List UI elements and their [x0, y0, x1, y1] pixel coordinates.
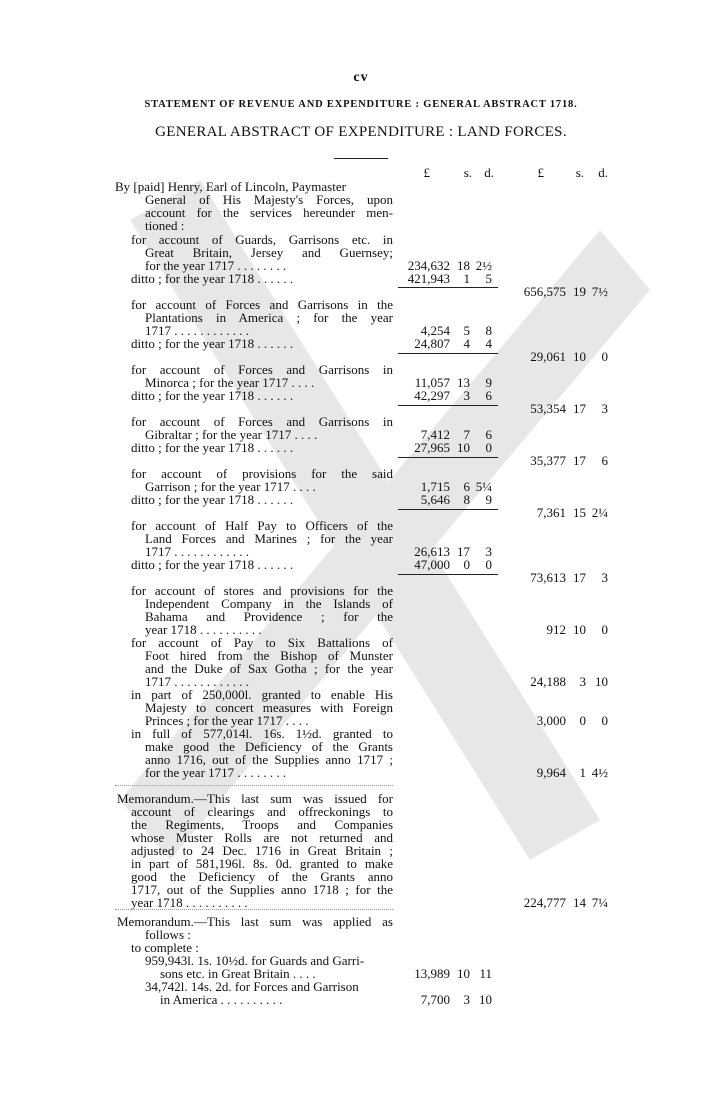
amount-shillings: 3 [463, 388, 470, 403]
total-pounds: 3,000 [536, 713, 566, 728]
amount-shillings: 17 [457, 544, 470, 559]
total-shillings: 17 [573, 570, 586, 585]
amount-shillings: 7 [463, 427, 470, 442]
total-pence: 0 [601, 713, 608, 728]
total-pounds: 224,777 [523, 895, 566, 910]
text-line: By [paid] Henry, Earl of Lincoln, Paymaster [115, 179, 346, 194]
amount-pounds: 26,613 [414, 544, 450, 559]
total-shillings: 17 [573, 453, 586, 468]
text-line: ditto ; for the year 1718 . . . . . . [131, 557, 294, 572]
amount-shillings: 13 [457, 375, 470, 390]
total-shillings: 0 [579, 713, 586, 728]
text-line: for account of stores and provisions for the [131, 583, 393, 598]
amount-shillings: 8 [463, 492, 470, 507]
text-line: Great Britain, Jersey and Guernsey; [145, 245, 393, 260]
text-line: Plantations in America ; for the year [145, 310, 393, 325]
text-line: year 1718 . . . . . . . . . . [131, 895, 248, 910]
text-line: 959,943l. 1s. 10½d. for Guards and Garri- [145, 953, 365, 968]
amount-shillings: 10 [457, 440, 470, 455]
total-shillings: 1 [579, 765, 586, 780]
amount-pence: 6 [485, 388, 492, 403]
amount-pence: 0 [485, 440, 492, 455]
section-divider [115, 909, 393, 910]
amount-pence: 4 [485, 336, 492, 351]
text-line: ditto ; for the year 1718 . . . . . . [131, 336, 294, 351]
total-pence: 7¼ [591, 895, 608, 910]
amount-shillings: 5 [463, 323, 470, 338]
text-line: account for the services hereunder men- [145, 205, 393, 220]
text-line: in part of 250,000l. granted to enable His [131, 687, 393, 702]
text-line: ditto ; for the year 1718 . . . . . . [131, 440, 294, 455]
amount-pence: 5 [485, 271, 492, 286]
total-pounds: 656,575 [523, 284, 566, 299]
amount-pence: 10 [479, 992, 492, 1007]
text-line: Bahama and Providence ; for the [145, 609, 393, 624]
amount-shillings: 1 [463, 271, 470, 286]
header-pounds-1: £ [423, 165, 430, 180]
amount-pounds: 27,965 [414, 440, 450, 455]
amount-pounds: 11,057 [414, 375, 450, 390]
total-shillings: 14 [573, 895, 586, 910]
total-pence: 10 [595, 674, 608, 689]
text-line: in full of 577,014l. 16s. 1½d. granted to [131, 726, 393, 741]
text-line: for account of Half Pay to Officers of the [131, 518, 393, 533]
total-shillings: 10 [573, 622, 586, 637]
text-line: for account of Forces and Garrisons in [131, 414, 393, 429]
text-line: for the year 1717 . . . . . . . . [145, 258, 287, 273]
amount-pounds: 24,807 [414, 336, 450, 351]
amount-pounds: 7,412 [420, 427, 450, 442]
amount-pence: 6 [485, 427, 492, 442]
amount-pounds: 42,297 [414, 388, 450, 403]
total-pence: 6 [601, 453, 608, 468]
subtotal-rule [398, 457, 498, 458]
total-pounds: 912 [546, 622, 566, 637]
header-pence-2: d. [598, 165, 608, 180]
subtotal-rule [398, 405, 498, 406]
text-line: for account of Forces and Garrisons in the [131, 297, 393, 312]
amount-pence: 3 [485, 544, 492, 559]
title-rule [334, 158, 388, 159]
total-pounds: 35,377 [530, 453, 566, 468]
total-pounds: 73,613 [530, 570, 566, 585]
header-pence-1: d. [484, 165, 494, 180]
text-line: Gibraltar ; for the year 1717 . . . . [145, 427, 318, 442]
total-pounds: 9,964 [536, 765, 566, 780]
text-line: in America . . . . . . . . . . [160, 992, 283, 1007]
total-shillings: 17 [573, 401, 586, 416]
text-line: Independent Company in the Islands of [145, 596, 393, 611]
total-shillings: 19 [573, 284, 586, 299]
text-line: 1717 . . . . . . . . . . . . [145, 674, 249, 689]
amount-pounds: 1,715 [420, 479, 450, 494]
text-line: 1717, out of the Supplies anno 1718 ; for the [131, 882, 393, 897]
amount-pounds: 5,646 [420, 492, 450, 507]
total-pence: 3 [601, 570, 608, 585]
text-line: ditto ; for the year 1718 . . . . . . [131, 492, 294, 507]
amount-shillings: 6 [463, 479, 470, 494]
total-pence: 4½ [591, 765, 608, 780]
total-pence: 7½ [591, 284, 608, 299]
total-pounds: 53,354 [530, 401, 566, 416]
page-number: cv [353, 70, 369, 85]
total-pence: 0 [601, 349, 608, 364]
text-line: Memorandum.—This last sum was issued for [117, 791, 393, 806]
text-line: good the Deficiency of the Grants anno [131, 869, 393, 884]
total-pounds: 7,361 [536, 505, 566, 520]
total-pence: 0 [601, 622, 608, 637]
subtotal-rule [398, 509, 498, 510]
text-line: for the year 1717 . . . . . . . . [145, 765, 287, 780]
amount-pence: 9 [485, 375, 492, 390]
amount-shillings: 18 [457, 258, 470, 273]
text-line: and the Duke of Sax Gotha ; for the year [145, 661, 393, 676]
running-head: STATEMENT OF REVENUE AND EXPENDITURE : GENERAL ABSTRACT 1718. [144, 99, 578, 110]
amount-shillings: 4 [463, 336, 470, 351]
text-line: to complete : [131, 940, 199, 955]
text-line: Minorca ; for the year 1717 . . . . [145, 375, 315, 390]
text-line: in part of 581,196l. 8s. 0d. granted to make [131, 856, 393, 871]
text-line: adjusted to 24 Dec. 1716 in Great Britain ; [131, 843, 393, 858]
text-line: for account of Guards, Garrisons etc. in [131, 232, 393, 247]
text-line: tioned : [145, 218, 185, 233]
text-line: 34,742l. 14s. 2d. for Forces and Garrison [145, 979, 359, 994]
total-pence: 3 [601, 401, 608, 416]
amount-pence: 0 [485, 557, 492, 572]
amount-pence: 11 [479, 966, 492, 981]
amount-shillings: 0 [463, 557, 470, 572]
amount-pounds: 13,989 [414, 966, 450, 981]
amount-pence: 5¼ [475, 479, 492, 494]
amount-pence: 9 [485, 492, 492, 507]
amount-pounds: 421,943 [407, 271, 450, 286]
text-line: Foot hired from the Bishop of Munster [145, 648, 393, 663]
text-line: 1717 . . . . . . . . . . . . [145, 544, 249, 559]
text-line: ditto ; for the year 1718 . . . . . . [131, 271, 294, 286]
amount-shillings: 10 [457, 966, 470, 981]
text-line: for account of Pay to Six Battalions of [131, 635, 393, 650]
text-line: account of clearings and offreckonings to [131, 804, 393, 819]
total-pence: 2¼ [591, 505, 608, 520]
text-line: the Regiments, Troops and Companies [131, 817, 393, 832]
subtotal-rule [398, 574, 498, 575]
text-line: General of His Majesty's Forces, upon [145, 192, 393, 207]
total-shillings: 15 [573, 505, 586, 520]
text-line: Garrison ; for the year 1717 . . . . [145, 479, 316, 494]
text-line: for account of Forces and Garrisons in [131, 362, 393, 377]
text-line: Majesty to concert measures with Foreign [145, 700, 393, 715]
subtotal-rule [398, 287, 498, 288]
header-pounds-2: £ [537, 165, 544, 180]
text-line: sons etc. in Great Britain . . . . [160, 966, 316, 981]
amount-pounds: 47,000 [414, 557, 450, 572]
text-line: ditto ; for the year 1718 . . . . . . [131, 388, 294, 403]
text-line: for account of provisions for the said [131, 466, 393, 481]
amount-shillings: 3 [463, 992, 470, 1007]
header-shillings-1: s. [463, 165, 472, 180]
text-line: whose Muster Rolls are not returned and [131, 830, 393, 845]
subtotal-rule [398, 353, 498, 354]
text-line: Memorandum.—This last sum was applied as [117, 914, 393, 929]
text-line: Princes ; for the year 1717 . . . . [145, 713, 309, 728]
section-divider [115, 785, 393, 786]
header-shillings-2: s. [575, 165, 584, 180]
text-line: Land Forces and Marines ; for the year [145, 531, 393, 546]
page-title: GENERAL ABSTRACT OF EXPENDITURE : LAND FORCES. [155, 124, 567, 140]
amount-pounds: 234,632 [407, 258, 450, 273]
amount-pounds: 4,254 [420, 323, 450, 338]
total-pounds: 24,188 [530, 674, 566, 689]
amount-pounds: 7,700 [420, 992, 450, 1007]
amount-pence: 8 [485, 323, 492, 338]
text-line: make good the Deficiency of the Grants [145, 739, 393, 754]
text-line: year 1718 . . . . . . . . . . [145, 622, 262, 637]
total-shillings: 3 [579, 674, 586, 689]
total-shillings: 10 [573, 349, 586, 364]
text-line: 1717 . . . . . . . . . . . . [145, 323, 249, 338]
total-pounds: 29,061 [530, 349, 566, 364]
text-line: anno 1716, out of the Supplies anno 1717 ; [145, 752, 393, 767]
amount-pence: 2½ [475, 258, 492, 273]
text-line: follows : [145, 927, 191, 942]
